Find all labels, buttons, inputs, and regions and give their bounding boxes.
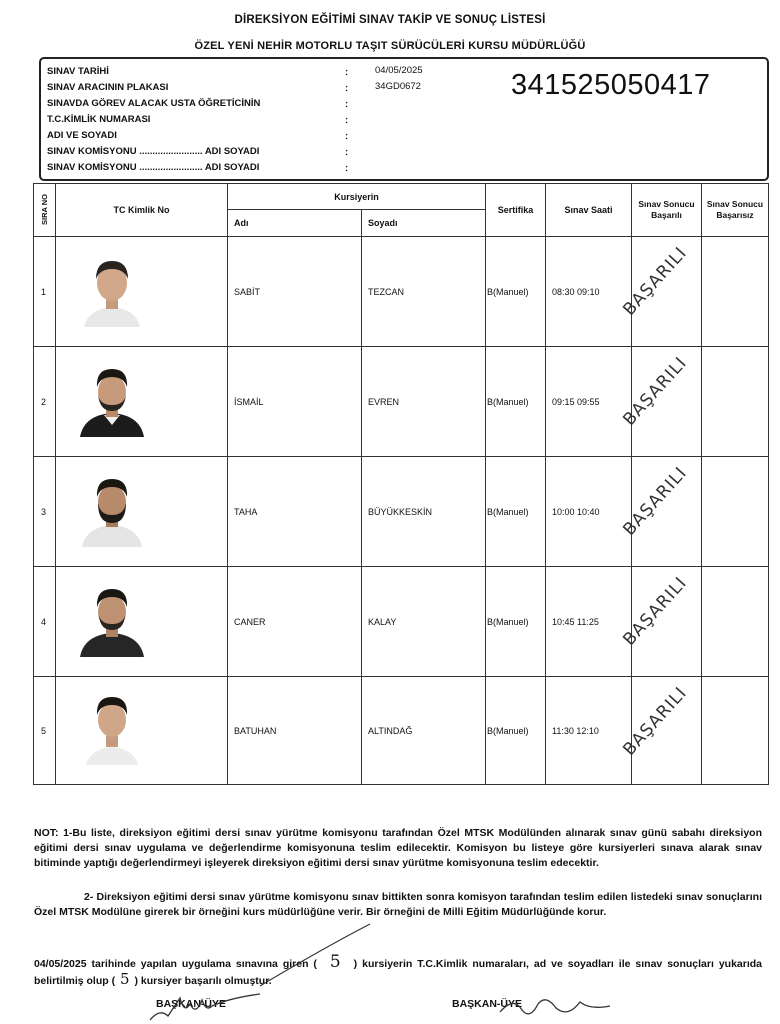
info-colon: :	[345, 99, 349, 110]
info-value-date: 04/05/2025	[375, 65, 423, 76]
student-first-name: BATUHAN	[228, 677, 362, 785]
table-row	[34, 347, 769, 457]
result-passed-cell	[619, 347, 702, 457]
document-number: 341525050417	[511, 69, 711, 101]
info-label-tc: T.C.KİMLİK NUMARASI	[47, 114, 151, 125]
summary-text-3: ) kursiyer başarılı olmuştur.	[134, 975, 272, 987]
header-basarisiz: Sınav Sonucu Başarısız	[702, 184, 769, 237]
info-colon: :	[345, 163, 349, 174]
handwritten-result: BAŞARILI	[619, 353, 692, 430]
header-tc-kimlik: TC Kimlik No	[56, 184, 228, 237]
document-title: DİREKSİYON EĞİTİMİ SINAV TAKİP VE SONUÇ LİSTESİ	[234, 14, 546, 26]
exam-time: 10:00 10:40	[546, 457, 632, 567]
photo-cell	[56, 677, 228, 785]
certificate-type: B(Manuel)	[486, 457, 546, 567]
student-photo	[80, 475, 144, 547]
result-failed-cell	[702, 347, 769, 457]
header-kursiyerin: Kursiyerin	[228, 184, 486, 210]
count-entered: 5	[329, 952, 341, 972]
result-passed-cell	[619, 457, 702, 567]
row-number: 2	[34, 347, 56, 457]
header-sinav-saati: Sınav Saati	[546, 184, 632, 237]
signature-label-left: BAŞKAN-ÜYE	[156, 998, 227, 1010]
row-number: 4	[34, 567, 56, 677]
certificate-type: B(Manuel)	[486, 237, 546, 347]
results-table	[33, 183, 769, 785]
result-failed-cell	[702, 567, 769, 677]
table-row	[34, 567, 769, 677]
info-label-plate: SINAV ARACININ PLAKASI	[47, 82, 169, 93]
table-row	[34, 457, 769, 567]
header-soyadi: Soyadı	[362, 210, 486, 237]
summary-text-2: ) kursiyerin T.C.Kimlik numaraları, ad ve soyadları ile sınav sonuçları yukarıda belirtilmiş olup (	[34, 958, 763, 987]
row-number: 3	[34, 457, 56, 567]
student-last-name: BÜYÜKKESKİN	[362, 457, 486, 567]
exam-time: 11:30 12:10	[546, 677, 632, 785]
note-2: 2- Direksiyon eğitimi dersi sınav yürütme komisyonu sınav bittikten sonra komisyon tarafından teslim edilen listedeki sınav sonuçlarını Özel MTSK Modülüne girerek bir örneğini kurs müdürlüğüne verir. Bir örneğini de Milli Eğitim Müdürlüğünde korur.	[34, 891, 762, 918]
student-last-name: EVREN	[362, 347, 486, 457]
result-failed-cell	[702, 457, 769, 567]
summary-text-1: 04/05/2025 tarihinde yapılan uygulama sınavına giren (	[34, 958, 317, 970]
handwritten-result: BAŞARILI	[619, 573, 692, 650]
info-colon: :	[345, 131, 349, 142]
institution-title: ÖZEL YENİ NEHİR MOTORLU TAŞIT SÜRÜCÜLERİ KURSU MÜDÜRLÜĞÜ	[194, 40, 586, 52]
table-row	[34, 237, 769, 347]
exam-info-box	[39, 57, 769, 181]
photo-cell	[56, 457, 228, 567]
result-failed-cell	[702, 237, 769, 347]
student-last-name: TEZCAN	[362, 237, 486, 347]
student-first-name: TAHA	[228, 457, 362, 567]
info-colon: :	[345, 147, 349, 158]
handwritten-result: BAŞARILI	[619, 683, 692, 760]
info-label-name: ADI VE SOYADI	[47, 130, 117, 141]
summary-statement	[34, 952, 763, 989]
note-1: NOT: 1-Bu liste, direksiyon eğitimi dersi sınav yürütme komisyonu tarafından Özel MTSK Modülünden alınarak sınav günü sabahı direksiyon eğitimi dersi sınav uygulama ve değerlendirme komisyonuna teslim edilecektir. Komisyon bu listeye göre kursiyerleri sınava alarak sınav bitiminde yaptığı değerlendirmeyi işleyerek direksiyon eğitimi dersi sınav yürütme komisyonuna teslim edecektir.	[34, 827, 762, 869]
student-photo	[80, 255, 144, 327]
header-sira-no: SIRA NO	[34, 184, 56, 237]
student-last-name: ALTINDAĞ	[362, 677, 486, 785]
signature-left	[140, 990, 280, 1024]
info-colon: :	[345, 67, 349, 78]
info-colon: :	[345, 115, 349, 126]
header-sertifika: Sertifika	[486, 184, 546, 237]
photo-cell	[56, 237, 228, 347]
student-photo	[80, 585, 144, 657]
exam-time: 10:45 11:25	[546, 567, 632, 677]
info-label-committee-1: SINAV KOMİSYONU ........................ ADI SOYADI	[47, 146, 260, 157]
student-first-name: CANER	[228, 567, 362, 677]
info-label-instructor: SINAVDA GÖREV ALACAK USTA ÖĞRETİCİNİN	[47, 98, 261, 109]
info-label-committee-2: SINAV KOMİSYONU ........................ ADI SOYADI	[47, 162, 260, 173]
result-passed-cell	[619, 677, 702, 785]
info-colon: :	[345, 83, 349, 94]
table-row	[34, 677, 769, 785]
handwritten-result: BAŞARILI	[619, 463, 692, 540]
certificate-type: B(Manuel)	[486, 567, 546, 677]
header-adi: Adı	[228, 210, 362, 237]
photo-cell	[56, 567, 228, 677]
student-first-name: İSMAİL	[228, 347, 362, 457]
info-value-plate: 34GD0672	[375, 81, 421, 92]
certificate-type: B(Manuel)	[486, 677, 546, 785]
row-number: 5	[34, 677, 56, 785]
student-first-name: SABİT	[228, 237, 362, 347]
result-failed-cell	[702, 677, 769, 785]
exam-time: 09:15 09:55	[546, 347, 632, 457]
exam-time: 08:30 09:10	[546, 237, 632, 347]
signature-label-right: BAŞKAN-ÜYE	[452, 998, 523, 1010]
student-photo	[80, 693, 144, 765]
result-passed-cell	[619, 567, 702, 677]
certificate-type: B(Manuel)	[486, 347, 546, 457]
result-passed-cell	[619, 237, 702, 347]
signature-right	[480, 990, 630, 1024]
row-number: 1	[34, 237, 56, 347]
info-label-date: SINAV TARİHİ	[47, 66, 109, 77]
signature-stroke	[240, 920, 380, 990]
header-basarili: Sınav Sonucu Başarılı	[632, 184, 702, 237]
student-last-name: KALAY	[362, 567, 486, 677]
handwritten-result: BAŞARILI	[619, 243, 692, 320]
student-photo	[80, 365, 144, 437]
photo-cell	[56, 347, 228, 457]
count-passed: 5	[120, 970, 130, 988]
